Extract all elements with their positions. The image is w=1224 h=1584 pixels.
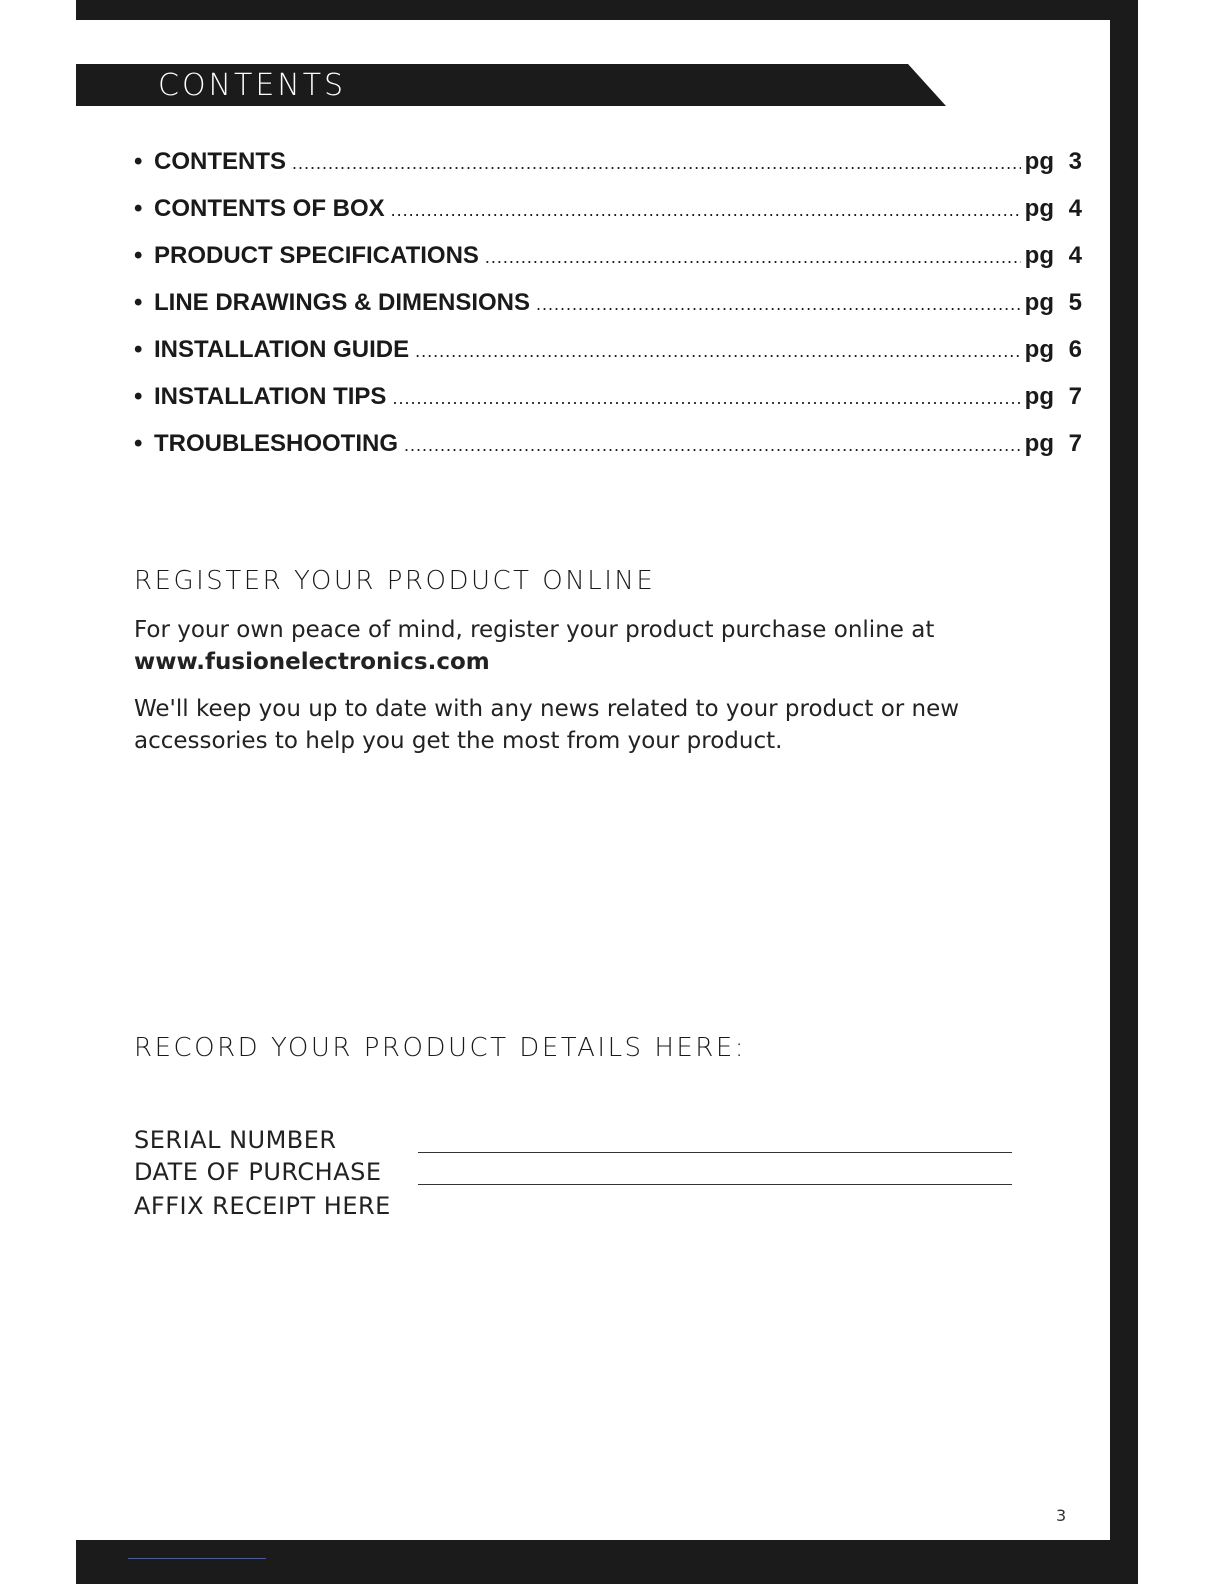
toc-item[interactable] bbox=[134, 148, 1082, 195]
toc-pg-prefix: pg bbox=[1024, 289, 1054, 316]
toc-bullet: • bbox=[134, 336, 143, 363]
toc-leader-dots bbox=[292, 153, 1021, 174]
toc-pg-prefix: pg bbox=[1024, 148, 1054, 175]
toc-item-label: INSTALLATION GUIDE bbox=[154, 336, 410, 363]
page-number: 3 bbox=[1056, 1506, 1067, 1525]
toc-pg-prefix: pg bbox=[1024, 430, 1054, 457]
toc-item[interactable] bbox=[134, 430, 1082, 477]
toc-item[interactable] bbox=[134, 383, 1082, 430]
toc-item-label: PRODUCT SPECIFICATIONS bbox=[154, 242, 479, 269]
affix-receipt-label: AFFIX RECEIPT HERE bbox=[134, 1192, 391, 1220]
toc-item[interactable] bbox=[134, 195, 1082, 242]
toc-leader-dots bbox=[391, 200, 1021, 221]
toc-leader-dots bbox=[485, 247, 1021, 268]
serial-number-label: SERIAL NUMBER bbox=[134, 1126, 337, 1154]
toc-page-number: 7 bbox=[1068, 383, 1082, 410]
toc-item-label: CONTENTS bbox=[154, 148, 286, 175]
register-intro-text: For your own peace of mind, register your product purchase online at bbox=[134, 617, 935, 643]
toc-item[interactable] bbox=[134, 289, 1082, 336]
page-frame-top bbox=[76, 0, 1138, 20]
toc-item-label: INSTALLATION TIPS bbox=[154, 383, 387, 410]
toc-page-number: 4 bbox=[1068, 242, 1082, 269]
toc-pg-prefix: pg bbox=[1024, 242, 1054, 269]
toc-bullet: • bbox=[134, 383, 143, 410]
bottom-link-underline bbox=[128, 1558, 266, 1559]
table-of-contents bbox=[134, 148, 1082, 477]
toc-page-number: 4 bbox=[1068, 195, 1082, 222]
toc-pg-prefix: pg bbox=[1024, 383, 1054, 410]
serial-number-field[interactable] bbox=[418, 1152, 1012, 1153]
page-frame-bottom bbox=[76, 1540, 1138, 1584]
toc-bullet: • bbox=[134, 195, 143, 222]
website-link[interactable]: www.fusionelectronics.com bbox=[134, 649, 490, 675]
toc-leader-dots bbox=[404, 435, 1021, 456]
page-frame-right bbox=[1110, 0, 1138, 1584]
toc-pg-prefix: pg bbox=[1024, 195, 1054, 222]
toc-page-number: 7 bbox=[1068, 430, 1082, 457]
toc-item-label: LINE DRAWINGS & DIMENSIONS bbox=[154, 289, 531, 316]
page-margin-left bbox=[0, 0, 76, 1584]
toc-bullet: • bbox=[134, 289, 143, 316]
record-heading: RECORD YOUR PRODUCT DETAILS HERE: bbox=[134, 1033, 747, 1063]
toc-page-number: 3 bbox=[1068, 148, 1082, 175]
register-heading: REGISTER YOUR PRODUCT ONLINE bbox=[134, 566, 656, 596]
toc-page-number: 6 bbox=[1068, 336, 1082, 363]
toc-leader-dots bbox=[536, 294, 1021, 315]
toc-item-label: TROUBLESHOOTING bbox=[154, 430, 398, 457]
date-of-purchase-field[interactable] bbox=[418, 1184, 1012, 1185]
toc-leader-dots bbox=[392, 388, 1020, 409]
date-of-purchase-label: DATE OF PURCHASE bbox=[134, 1158, 382, 1186]
page-title: CONTENTS bbox=[158, 68, 347, 103]
toc-pg-prefix: pg bbox=[1024, 336, 1054, 363]
toc-page-number: 5 bbox=[1068, 289, 1082, 316]
register-paragraph bbox=[134, 614, 994, 678]
toc-item-label: CONTENTS OF BOX bbox=[154, 195, 385, 222]
toc-bullet: • bbox=[134, 148, 143, 175]
toc-leader-dots bbox=[415, 341, 1021, 362]
toc-bullet: • bbox=[134, 242, 143, 269]
updates-paragraph: We'll keep you up to date with any news related to your product or new accessories to help you get the most from your product. bbox=[134, 696, 960, 754]
toc-item[interactable] bbox=[134, 336, 1082, 383]
toc-item[interactable] bbox=[134, 242, 1082, 289]
toc-bullet: • bbox=[134, 430, 143, 457]
